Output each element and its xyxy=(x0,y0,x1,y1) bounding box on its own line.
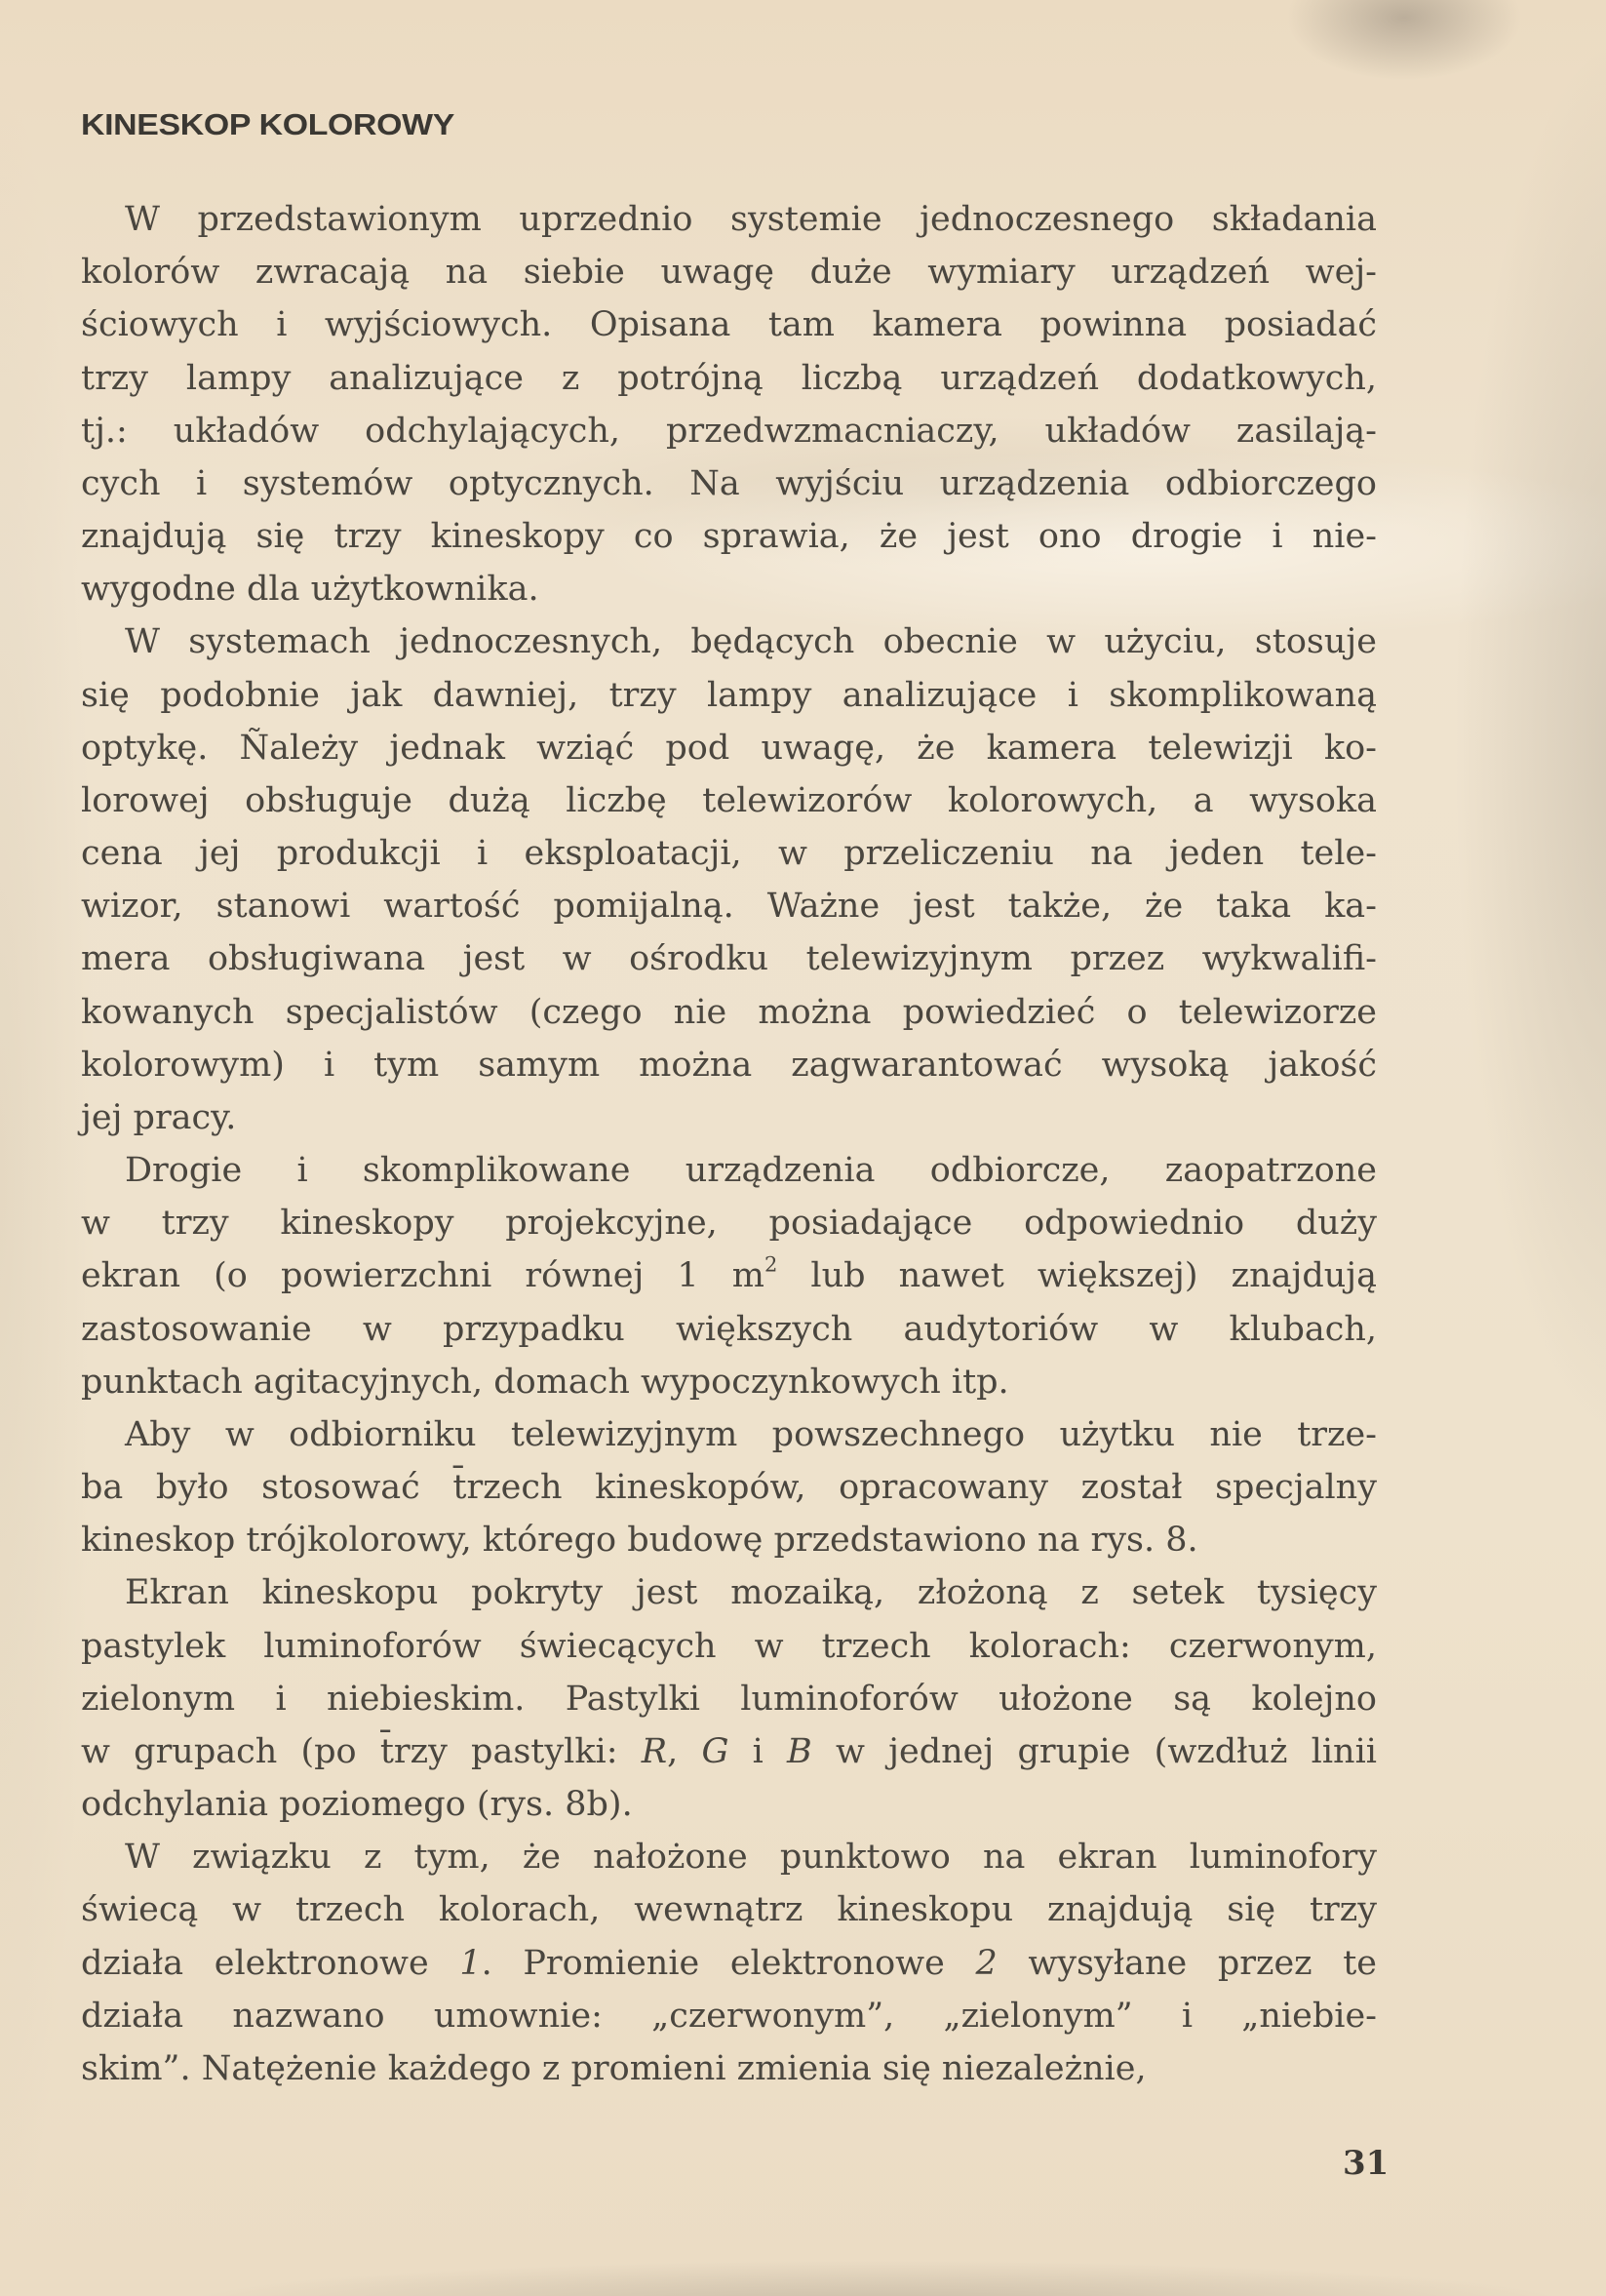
text-run: w grupach (po t̄rzy pastylki: xyxy=(81,1731,642,1771)
text-line xyxy=(81,1673,1377,1725)
text-line-content xyxy=(81,405,1377,457)
text-line xyxy=(81,1461,1377,1514)
text-line-content xyxy=(125,1408,1377,1461)
text-line xyxy=(81,1303,1377,1356)
text-line-content xyxy=(125,193,1377,246)
text-line xyxy=(81,1937,1377,1990)
text-line-content xyxy=(125,1144,1377,1197)
text-line xyxy=(81,1144,1377,1197)
text-line xyxy=(81,457,1377,510)
text-run: świecą w trzech kolorach, wewnątrz kineskopu znajdują się trzy xyxy=(81,1890,1377,1930)
text-line-content xyxy=(81,827,1377,880)
text-line-content xyxy=(81,1673,1377,1725)
text-line xyxy=(81,2042,1377,2095)
text-run: optykę. Ñależy jednak wziąć pod uwagę, że kamera telewizji ko- xyxy=(81,728,1377,768)
text-line-content xyxy=(81,1778,633,1831)
text-line-content xyxy=(81,510,1377,563)
italic-symbol: B xyxy=(787,1731,812,1771)
page-number: 31 xyxy=(1343,2144,1390,2183)
text-line xyxy=(81,669,1377,722)
text-run: działa nazwano umownie: „czerwonym”, „zielonym” i „niebie- xyxy=(81,1996,1377,2036)
text-line-content xyxy=(81,246,1377,298)
text-run: w trzy kineskopy projekcyjne, posiadające odpowiednio duży xyxy=(81,1204,1377,1244)
text-line-content xyxy=(81,1039,1377,1091)
text-line xyxy=(81,1778,1377,1831)
text-run: , xyxy=(667,1731,702,1771)
text-run: trzy lampy analizujące z potrójną liczbą urządzeń dodatkowych, xyxy=(81,358,1377,398)
text-line xyxy=(81,1566,1377,1619)
text-run: kineskop trójkolorowy, którego budowę przedstawiono na rys. 8. xyxy=(81,1521,1198,1561)
text-line xyxy=(81,722,1377,774)
text-run: pastylek luminoforów świecących w trzech kolorach: czerwonym, xyxy=(81,1626,1377,1666)
italic-symbol: 2 xyxy=(975,1943,998,1983)
text-line-content xyxy=(81,1303,1377,1356)
text-line xyxy=(81,1883,1377,1936)
text-line xyxy=(81,1249,1377,1302)
text-line-content xyxy=(81,1249,1377,1302)
text-run: wygodne dla użytkownika. xyxy=(81,570,539,610)
text-run: W związku z tym, że nałożone punktowo na ekran luminofory xyxy=(125,1838,1377,1878)
text-run: ściowych i wyjściowych. Opisana tam kamera powinna posiadać xyxy=(81,305,1377,345)
text-run: W przedstawionym uprzednio systemie jednoczesnego składania xyxy=(125,200,1377,239)
text-line-content xyxy=(81,774,1377,827)
text-line-content xyxy=(81,1356,1009,1408)
text-line xyxy=(81,774,1377,827)
text-line-content xyxy=(125,1566,1377,1619)
text-run: wizor, stanowi wartość pomijalną. Ważne jest także, że taka ka- xyxy=(81,887,1377,927)
text-line xyxy=(81,880,1377,932)
text-line xyxy=(81,827,1377,880)
text-line xyxy=(81,615,1377,668)
text-run: się podobnie jak dawniej, trzy lampy analizujące i skomplikowaną xyxy=(81,675,1377,715)
text-line-content xyxy=(81,1461,1377,1514)
text-run: kolorów zwracają na siebie uwagę duże wymiary urządzeń wej- xyxy=(81,253,1377,293)
text-run: kolorowym) i tym samym można zagwarantować wysoką jakość xyxy=(81,1045,1377,1085)
text-run: i xyxy=(728,1731,788,1771)
text-line xyxy=(81,298,1377,351)
text-line xyxy=(81,1990,1377,2042)
superscript: 2 xyxy=(764,1252,778,1277)
text-run: lub nawet większej) znajdują xyxy=(777,1256,1377,1296)
text-line xyxy=(81,1197,1377,1249)
text-line xyxy=(81,352,1377,405)
text-run: ba było stosować t̄rzech kineskopów, opracowany został specjalny xyxy=(81,1468,1377,1508)
text-line xyxy=(81,563,1377,615)
text-line-content xyxy=(81,1937,1377,1990)
text-run: Drogie i skomplikowane urządzenia odbiorcze, zaopatrzone xyxy=(125,1151,1377,1191)
text-run: wysyłane przez te xyxy=(997,1943,1377,1983)
text-line-content xyxy=(81,1514,1198,1566)
text-line xyxy=(81,1514,1377,1566)
text-line xyxy=(81,986,1377,1039)
text-run: jej pracy. xyxy=(81,1097,237,1137)
text-run: cych i systemów optycznych. Na wyjściu urządzenia odbiorczego xyxy=(81,463,1377,503)
text-line-content xyxy=(81,457,1377,510)
text-line xyxy=(81,246,1377,298)
text-line-content xyxy=(81,1620,1377,1673)
text-run: odchylania poziomego (rys. 8b). xyxy=(81,1785,633,1825)
text-run: cena jej produkcji i eksploatacji, w przeliczeniu na jeden tele- xyxy=(81,834,1377,874)
text-line-content xyxy=(81,1883,1377,1936)
text-run: Ekran kineskopu pokryty jest mozaiką, złożoną z setek tysięcy xyxy=(125,1573,1377,1613)
text-line-content xyxy=(81,563,539,615)
text-line xyxy=(81,1039,1377,1091)
italic-symbol: G xyxy=(701,1731,729,1771)
text-line xyxy=(81,1091,1377,1144)
text-line-content xyxy=(81,1990,1377,2042)
text-run: w jednej grupie (wzdłuż linii xyxy=(811,1731,1377,1771)
text-run: punktach agitacyjnych, domach wypoczynkowych itp. xyxy=(81,1362,1009,1402)
text-run: . Promienie elektronowe xyxy=(481,1943,976,1983)
text-run: działa elektronowe xyxy=(81,1943,460,1983)
text-line xyxy=(81,932,1377,985)
italic-symbol: 1 xyxy=(459,1943,482,1983)
italic-symbol: R xyxy=(641,1731,668,1771)
text-run: tj.: układów odchylających, przedwzmacniaczy, układów zasilają- xyxy=(81,411,1377,451)
text-line-content xyxy=(81,880,1377,932)
text-line-content xyxy=(81,1197,1377,1249)
text-line-content xyxy=(125,1831,1377,1883)
body-text xyxy=(81,0,1377,2146)
text-line xyxy=(81,1831,1377,1883)
text-run: mera obsługiwana jest w ośrodku telewizyjnym przez wykwalifi- xyxy=(81,939,1377,979)
text-line xyxy=(81,193,1377,246)
text-line-content xyxy=(81,722,1377,774)
text-run: kowanych specjalistów (czego nie można powiedzieć o telewizorze xyxy=(81,992,1377,1032)
text-run: W systemach jednoczesnych, będących obecnie w użyciu, stosuje xyxy=(125,622,1377,662)
text-line xyxy=(81,1620,1377,1673)
text-line-content xyxy=(125,615,1377,668)
text-run: zastosowanie w przypadku większych audytoriów w klubach, xyxy=(81,1309,1377,1349)
text-line-content xyxy=(81,669,1377,722)
text-run: zielonym i niebieskim. Pastylki luminoforów ułożone są kolejno xyxy=(81,1679,1377,1719)
text-run: skim”. Natężenie każdego z promieni zmienia się niezależnie, xyxy=(81,2048,1147,2088)
text-line-content xyxy=(81,1091,236,1144)
text-run: ekran (o powierzchni równej 1 m xyxy=(81,1256,764,1296)
text-line-content xyxy=(81,1725,1377,1778)
text-line-content xyxy=(81,2042,1147,2095)
text-line-content xyxy=(81,932,1377,985)
text-line xyxy=(81,405,1377,457)
text-run: Aby w odbiorniku telewizyjnym powszechnego użytku nie trze- xyxy=(125,1414,1377,1454)
chapter-heading: KINESKOP KOLOROWY xyxy=(81,107,454,141)
text-line xyxy=(81,1408,1377,1461)
text-line xyxy=(81,510,1377,563)
text-line xyxy=(81,1356,1377,1408)
text-run: lorowej obsługuje dużą liczbę telewizorów kolorowych, a wysoka xyxy=(81,780,1377,820)
text-line-content xyxy=(81,298,1377,351)
text-line xyxy=(81,1725,1377,1778)
text-line-content xyxy=(81,986,1377,1039)
text-line-content xyxy=(81,352,1377,405)
text-run: znajdują się trzy kineskopy co sprawia, że jest ono drogie i nie- xyxy=(81,517,1377,557)
